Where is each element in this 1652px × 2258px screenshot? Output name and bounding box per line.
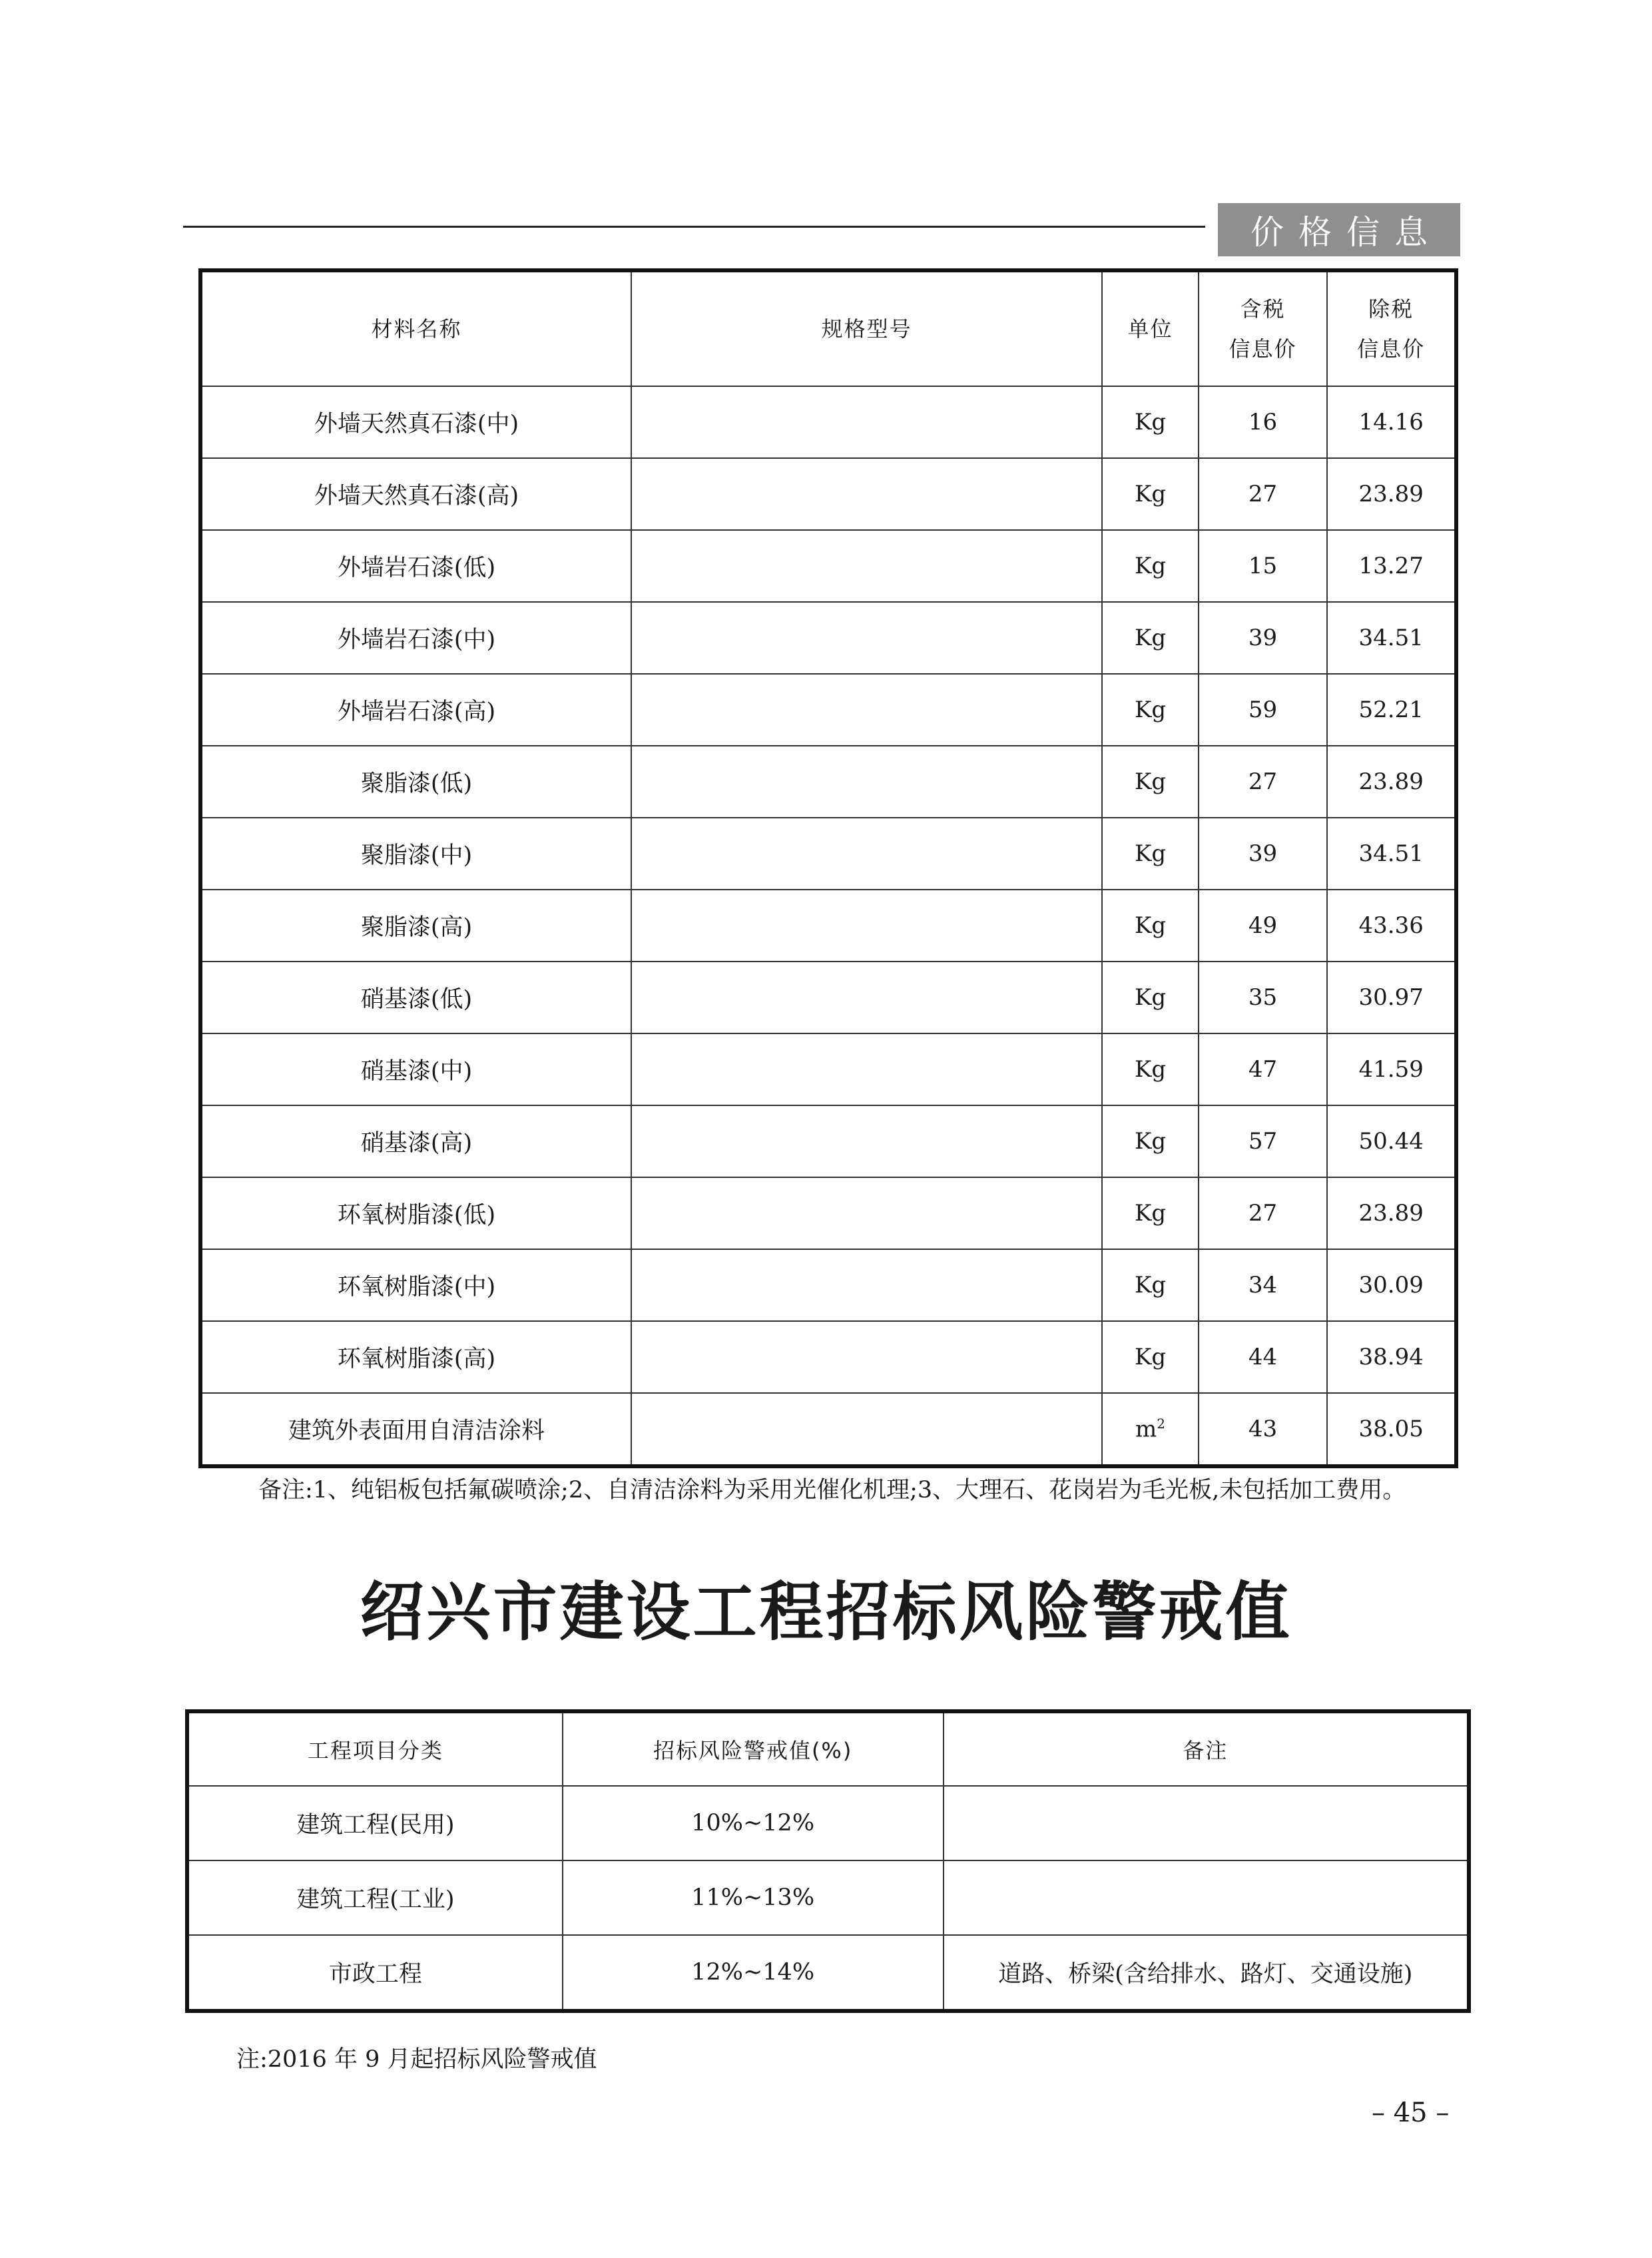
cell-name: 硝基漆(低) [200, 962, 631, 1033]
cell-price-excl: 50.44 [1327, 1105, 1456, 1177]
cell-price-incl: 15 [1199, 530, 1328, 602]
cell-spec [631, 746, 1102, 818]
cell-spec [631, 1177, 1102, 1249]
cell-unit: Kg [1102, 458, 1198, 530]
table-row [200, 1177, 1456, 1249]
table-row [200, 962, 1456, 1033]
cell-price-incl: 43 [1199, 1393, 1328, 1466]
table-row [200, 602, 1456, 674]
col-header-name: 材料名称 [200, 270, 631, 386]
table-row [187, 1935, 1469, 2011]
cell-spec [631, 1321, 1102, 1393]
cell-spec [631, 890, 1102, 962]
cell-remarks [944, 1860, 1469, 1935]
cell-price-incl: 59 [1199, 674, 1328, 746]
col-header-tax-inclusive-line1: 含税 [1240, 296, 1286, 322]
cell-category: 建筑工程(民用) [187, 1786, 563, 1860]
table-row [200, 746, 1456, 818]
cell-unit: Kg [1102, 962, 1198, 1033]
col-header-tax-exclusive-line2: 信息价 [1357, 336, 1426, 362]
cell-unit: Kg [1102, 386, 1198, 458]
risk-table-header [187, 1711, 1469, 1786]
cell-unit: Kg [1102, 746, 1198, 818]
cell-price-excl: 23.89 [1327, 746, 1456, 818]
col-header-tax-inclusive [1199, 270, 1328, 386]
table-row [200, 1105, 1456, 1177]
cell-name: 外墙天然真石漆(高) [200, 458, 631, 530]
cell-name: 建筑外表面用自清洁涂料 [200, 1393, 631, 1466]
cell-price-excl: 23.89 [1327, 1177, 1456, 1249]
cell-price-incl: 39 [1199, 602, 1328, 674]
cell-threshold: 12%~14% [563, 1935, 944, 2011]
cell-name: 环氧树脂漆(中) [200, 1249, 631, 1321]
cell-spec [631, 674, 1102, 746]
cell-name: 外墙岩石漆(中) [200, 602, 631, 674]
cell-unit [1102, 1393, 1198, 1466]
table-row [200, 1321, 1456, 1393]
cell-price-excl: 30.09 [1327, 1249, 1456, 1321]
page-number: – 45 – [1372, 2098, 1450, 2128]
risk-threshold-table [185, 1709, 1471, 2013]
col-header-unit: 单位 [1102, 270, 1198, 386]
cell-price-excl: 14.16 [1327, 386, 1456, 458]
table-row [200, 458, 1456, 530]
cell-spec [631, 1393, 1102, 1466]
cell-spec [631, 530, 1102, 602]
cell-price-incl: 47 [1199, 1033, 1328, 1105]
cell-name: 聚脂漆(中) [200, 818, 631, 890]
table-row [200, 1033, 1456, 1105]
cell-spec [631, 962, 1102, 1033]
cell-unit: Kg [1102, 818, 1198, 890]
cell-price-excl: 52.21 [1327, 674, 1456, 746]
cell-price-excl: 34.51 [1327, 602, 1456, 674]
table-row [200, 818, 1456, 890]
cell-name: 外墙岩石漆(高) [200, 674, 631, 746]
cell-price-incl: 27 [1199, 1177, 1328, 1249]
col-header-remarks: 备注 [944, 1711, 1469, 1786]
cell-spec [631, 602, 1102, 674]
table-row [200, 674, 1456, 746]
cell-unit: Kg [1102, 602, 1198, 674]
unit-base: m [1135, 1416, 1157, 1443]
table-row [200, 530, 1456, 602]
cell-price-excl: 38.94 [1327, 1321, 1456, 1393]
table-row [200, 1249, 1456, 1321]
section-title: 绍兴市建设工程招标风险警戒值 [360, 1574, 1292, 1649]
cell-category: 建筑工程(工业) [187, 1860, 563, 1935]
cell-price-excl: 43.36 [1327, 890, 1456, 962]
table-row [200, 386, 1456, 458]
col-header-spec: 规格型号 [631, 270, 1102, 386]
risk-table-note: 注:2016 年 9 月起招标风险警戒值 [236, 2046, 597, 2073]
cell-price-incl: 27 [1199, 458, 1328, 530]
table-row [200, 1393, 1456, 1466]
cell-price-excl: 38.05 [1327, 1393, 1456, 1466]
col-header-tax-inclusive-line2: 信息价 [1229, 336, 1297, 362]
price-table-remark: 备注:1、纯铝板包括氟碳喷涂;2、自清洁涂料为采用光催化机理;3、大理石、花岗岩为毛光板,未包括加工费用。 [258, 1477, 1406, 1504]
cell-remarks: 道路、桥梁(含给排水、路灯、交通设施) [944, 1935, 1469, 2011]
cell-unit: Kg [1102, 1033, 1198, 1105]
unit-superscript: 2 [1157, 1415, 1166, 1432]
cell-name: 聚脂漆(低) [200, 746, 631, 818]
cell-unit: Kg [1102, 674, 1198, 746]
col-header-threshold: 招标风险警戒值(%) [563, 1711, 944, 1786]
price-table-header [200, 270, 1456, 386]
col-header-category: 工程项目分类 [187, 1711, 563, 1786]
cell-unit: Kg [1102, 530, 1198, 602]
cell-spec [631, 1249, 1102, 1321]
cell-unit: Kg [1102, 1177, 1198, 1249]
cell-spec [631, 1105, 1102, 1177]
cell-price-incl: 34 [1199, 1249, 1328, 1321]
cell-spec [631, 458, 1102, 530]
cell-threshold: 10%~12% [563, 1786, 944, 1860]
col-header-tax-exclusive [1327, 270, 1456, 386]
cell-name: 环氧树脂漆(高) [200, 1321, 631, 1393]
cell-price-excl: 23.89 [1327, 458, 1456, 530]
cell-unit: Kg [1102, 1249, 1198, 1321]
cell-spec [631, 818, 1102, 890]
cell-unit: Kg [1102, 1105, 1198, 1177]
cell-threshold: 11%~13% [563, 1860, 944, 1935]
col-header-tax-exclusive-line1: 除税 [1368, 296, 1414, 322]
cell-price-excl: 30.97 [1327, 962, 1456, 1033]
cell-category: 市政工程 [187, 1935, 563, 2011]
cell-name: 环氧树脂漆(低) [200, 1177, 631, 1249]
cell-price-excl: 41.59 [1327, 1033, 1456, 1105]
price-table [198, 268, 1458, 1468]
cell-spec [631, 386, 1102, 458]
cell-price-incl: 49 [1199, 890, 1328, 962]
cell-name: 聚脂漆(高) [200, 890, 631, 962]
cell-name: 外墙岩石漆(低) [200, 530, 631, 602]
cell-price-incl: 57 [1199, 1105, 1328, 1177]
cell-price-incl: 27 [1199, 746, 1328, 818]
table-row [200, 890, 1456, 962]
cell-unit: Kg [1102, 890, 1198, 962]
cell-name: 硝基漆(中) [200, 1033, 631, 1105]
cell-name: 外墙天然真石漆(中) [200, 386, 631, 458]
section-badge: 价格信息 [1218, 203, 1460, 256]
cell-unit: Kg [1102, 1321, 1198, 1393]
header-rule [183, 226, 1205, 228]
cell-price-incl: 35 [1199, 962, 1328, 1033]
table-row [187, 1786, 1469, 1860]
cell-price-excl: 34.51 [1327, 818, 1456, 890]
cell-price-excl: 13.27 [1327, 530, 1456, 602]
cell-remarks [944, 1786, 1469, 1860]
table-row [187, 1860, 1469, 1935]
cell-price-incl: 39 [1199, 818, 1328, 890]
cell-name: 硝基漆(高) [200, 1105, 631, 1177]
cell-price-incl: 16 [1199, 386, 1328, 458]
cell-price-incl: 44 [1199, 1321, 1328, 1393]
cell-spec [631, 1033, 1102, 1105]
